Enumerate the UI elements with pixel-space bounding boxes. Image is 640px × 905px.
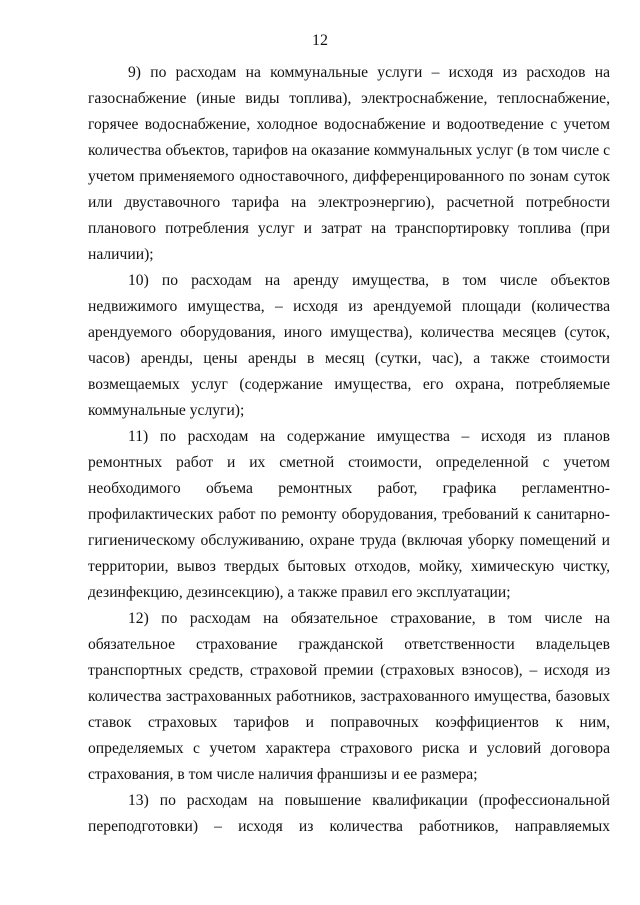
paragraph-item-9: 9) по расходам на коммунальные услуги – исходя из расходов на газоснабжение (иные виды топлива), электроснабжение, теплоснабжение, горячее водоснабжение, холодное водоснабжение и водоотведение с учетом количества объектов, тарифов на оказание коммунальных услуг (в том числе с учетом применяемого одноставочного, дифференцированного по зонам суток или двуставочного тарифа на электроэнергию), расчетной потребности планового потребления услуг и затрат на транспортировку топлива (при наличии);	[88, 64, 610, 263]
page-number: 12	[312, 32, 328, 49]
paragraph-item-12: 12) по расходам на обязательное страхование, в том числе на обязательное страхование гражданской ответственности владельцев транспортных средств, страховой премии (страховых взносов), – исходя из количества застрахованных работников, застрахованного имущества, базовых ставок страховых тарифов и поправочных коэффициентов к ним, определяемых с учетом характера страхового риска и условий договора страхования, в том числе наличия франшизы и ее размера;	[88, 610, 610, 783]
paragraph-item-11: 11) по расходам на содержание имущества – исходя из планов ремонтных работ и их сметной стоимости, определенной с учетом необходимого объема ремонтных работ, графика регламентно-профилактических работ по ремонту оборудования, требований к санитарно-гигиеническому обслуживанию, охране труда (включая уборку помещений и территории, вывоз твердых бытовых отходов, мойку, химическую чистку, дезинфекцию, дезинсекцию), а также правил его эксплуатации;	[88, 428, 610, 601]
document-body	[88, 60, 610, 840]
paragraph-item-13: 13) по расходам на повышение квалификации (профессиональной переподготовки) – исходя из количества работников, направляемых	[88, 792, 610, 835]
paragraph-item-10: 10) по расходам на аренду имущества, в том числе объектов недвижимого имущества, – исходя из арендуемой площади (количества арендуемого оборудования, иного имущества), количества месяцев (суток, часов) аренды, цены аренды в месяц (сутки, час), а также стоимости возмещаемых услуг (содержание имущества, его охрана, потребляемые коммунальные услуги);	[88, 272, 610, 419]
